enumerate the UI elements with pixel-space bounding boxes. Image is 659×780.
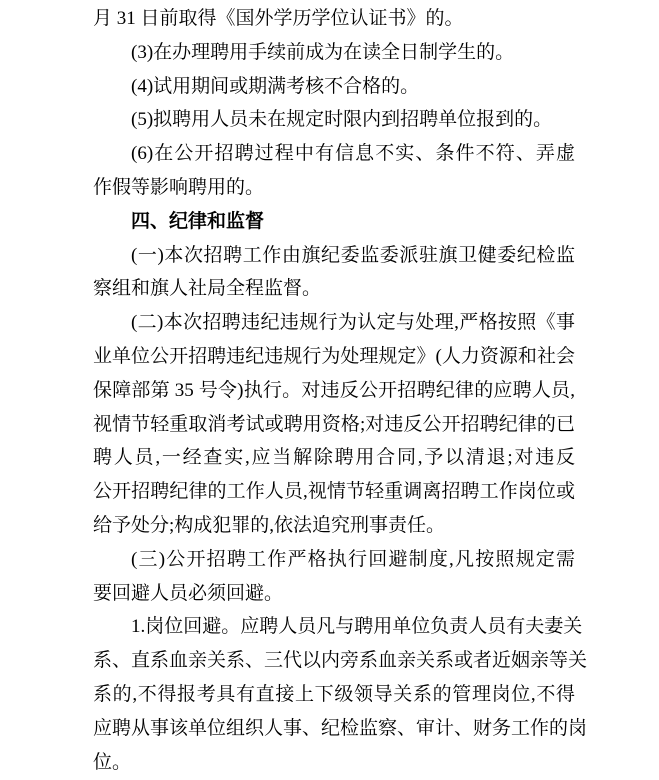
text-line: 察组和旗人社局全程监督。 bbox=[93, 278, 322, 300]
text-line: 保障部第 35 号令)执行。对违反公开招聘纪律的应聘人员, bbox=[93, 379, 575, 401]
text-line: (二)本次招聘违纪违规行为认定与处理,严格按照《事 bbox=[131, 312, 575, 334]
text-line: (3)在办理聘用手续前成为在读全日制学生的。 bbox=[131, 41, 515, 63]
section-heading: 四、纪律和监督 bbox=[131, 210, 265, 232]
text-line: 位。 bbox=[93, 751, 132, 773]
text-line: (4)试用期间或期满考核不合格的。 bbox=[131, 75, 420, 97]
document-body bbox=[93, 2, 588, 779]
text-line: 公开招聘纪律的工作人员,视情节轻重调离招聘工作岗位或 bbox=[93, 481, 575, 503]
text-line: 应聘从事该单位组织人事、纪检监察、审计、财务工作的岗 bbox=[93, 717, 588, 739]
text-line: (一)本次招聘工作由旗纪委监委派驻旗卫健委纪检监 bbox=[131, 244, 575, 266]
text-line: 作假等影响聘用的。 bbox=[93, 176, 265, 198]
text-line: 月 31 日前取得《国外学历学位认证书》的。 bbox=[93, 8, 464, 29]
text-line: 系的,不得报考具有直接上下级领导关系的管理岗位,不得 bbox=[93, 683, 575, 705]
text-line: 1.岗位回避。应聘人员凡与聘用单位负责人员有夫妻关 bbox=[131, 616, 583, 638]
text-line: (6)在公开招聘过程中有信息不实、条件不符、弄虚 bbox=[131, 143, 575, 165]
text-line: 给予处分;构成犯罪的,依法追究刑事责任。 bbox=[93, 514, 446, 536]
text-line: (5)拟聘用人员未在规定时限内到招聘单位报到的。 bbox=[131, 109, 553, 131]
text-line: 业单位公开招聘违纪违规行为处理规定》(人力资源和社会 bbox=[93, 345, 575, 367]
text-line: 系、直系血亲关系、三代以内旁系血亲关系或者近姻亲等关 bbox=[93, 650, 588, 672]
text-line: 视情节轻重取消考试或聘用资格;对违反公开招聘纪律的已 bbox=[93, 413, 575, 435]
text-line: 要回避人员必须回避。 bbox=[93, 582, 284, 604]
text-line: (三)公开招聘工作严格执行回避制度,凡按照规定需 bbox=[131, 548, 575, 570]
text-line: 聘人员,一经查实,应当解除聘用合同,予以清退;对违反 bbox=[93, 447, 575, 469]
